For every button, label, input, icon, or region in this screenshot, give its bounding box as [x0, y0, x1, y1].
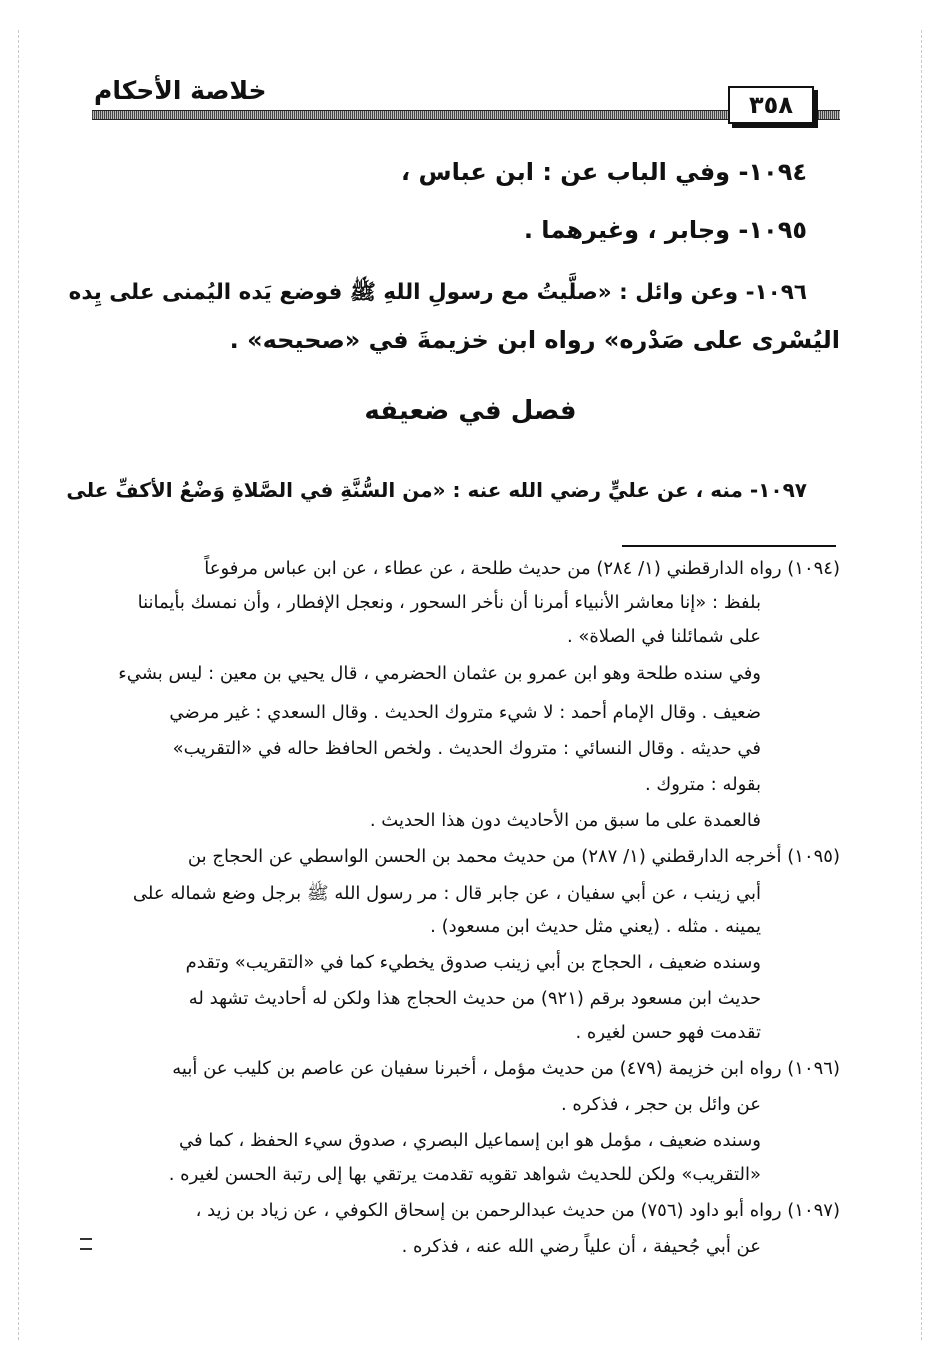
footnote-line: تقدمت فهو حسن لغيره .: [575, 1022, 761, 1043]
scan-margin-guide: [18, 30, 19, 1340]
footnote-separator: [622, 545, 836, 547]
hadith-1095: ١٠٩٥- وجابر ، وغيرهما .: [523, 216, 807, 244]
hadith-1096-continuation: اليُسْرى على صَدْره» رواه ابن خزيمةَ في «صحيحه» .: [229, 326, 840, 354]
hadith-1094: ١٠٩٤- وفي الباب عن : ابن عباس ،: [401, 158, 807, 186]
footnote-line: وسنده ضعيف ، مؤمل هو ابن إسماعيل البصري ، صدوق سيء الحفظ ، كما في: [179, 1130, 761, 1151]
footnote-line: وسنده ضعيف ، الحجاج بن أبي زينب صدوق يخطيء كما في «التقريب» وتقدم: [185, 952, 761, 973]
footnote-line: بلفظ : «إنا معاشر الأنبياء أمرنا أن نأخر السحور ، ونعجل الإفطار ، وأن نمسك بأيماننا: [137, 592, 761, 613]
footnote-1095: (١٠٩٥) أخرجه الدارقطني (١/ ٢٨٧) من حديث محمد بن الحسن الواسطي عن الحجاج بن: [187, 846, 840, 867]
footnote-line: على شمائلنا في الصلاة» .: [566, 626, 761, 647]
hadith-1097: ١٠٩٧- منه ، عن عليٍّ رضي الله عنه : «من السُّنَّةِ في الصَّلاةِ وَضْعُ الأكفِّ على: [66, 478, 807, 502]
footnote-1096: (١٠٩٦) رواه ابن خزيمة (٤٧٩) من حديث مؤمل ، أخبرنا سفيان عن عاصم بن كليب عن أبيه: [172, 1058, 840, 1079]
footnote-line: يمينه . مثله . (يعني مثل حديث ابن مسعود) .: [430, 916, 761, 937]
book-title: خلاصة الأحكام: [94, 76, 267, 105]
section-heading: فصل في ضعيفه: [364, 396, 577, 426]
hadith-1096: ١٠٩٦- وعن وائل : «صلَّيتُ مع رسولِ اللهِ ﷺ فوضع يَده اليُمنى على يِده: [68, 280, 807, 305]
footnote-line: عن وائل بن حجر ، فذكره .: [560, 1094, 761, 1115]
footnote-line: أبي زينب ، عن أبي سفيان ، عن جابر قال : مر رسول الله ﷺ برجل وضع شماله على: [132, 883, 761, 904]
footnote-line: بقوله : متروك .: [644, 774, 761, 795]
footnote-line: وفي سنده طلحة وهو ابن عمرو بن عثمان الحضرمي ، قال يحيي بن معين : ليس بشيء: [118, 663, 761, 684]
page-number: ٣٥٨: [728, 86, 814, 124]
footnote-line: في حديثه . وقال النسائي : متروك الحديث . ولخص الحافظ حاله في «التقريب»: [172, 738, 761, 759]
continuation-mark: [80, 1238, 92, 1250]
footnote-1097: (١٠٩٧) رواه أبو داود (٧٥٦) من حديث عبدالرحمن بن إسحاق الكوفي ، عن زياد بن زيد ،: [195, 1200, 840, 1221]
scan-margin-guide: [921, 30, 922, 1340]
footnote-line: «التقريب» ولكن للحديث شواهد تقويه تقدمت يرتقي بها إلى رتبة الحسن لغيره .: [168, 1164, 761, 1185]
page-header: [92, 70, 840, 120]
footnote-1094: (١٠٩٤) رواه الدارقطني (١/ ٢٨٤) من حديث طلحة ، عن عطاء ، عن ابن عباس مرفوعاً: [204, 558, 840, 579]
footnote-line: عن أبي جُحيفة ، أن علياً رضي الله عنه ، فذكره .: [401, 1236, 761, 1257]
footnote-line: ضعيف . وقال الإمام أحمد : لا شيء متروك الحديث . وقال السعدي : غير مرضي: [169, 702, 761, 723]
footnote-line: فالعمدة على ما سبق من الأحاديث دون هذا الحديث .: [369, 810, 761, 831]
footnote-line: حديث ابن مسعود برقم (٩٢١) من حديث الحجاج هذا ولكن له أحاديث تشهد له: [188, 988, 761, 1009]
